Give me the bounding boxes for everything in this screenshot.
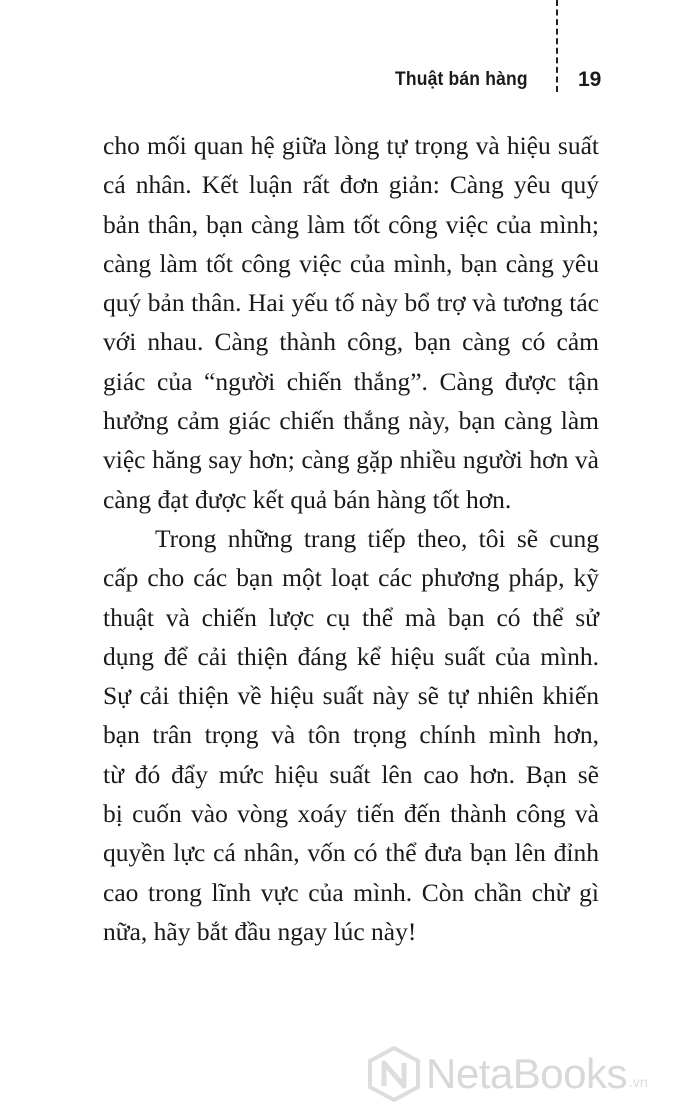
text-line: từ đó đẩy mức hiệu suất lên cao hơn. Bạn sẽ — [103, 759, 599, 789]
text-line: càng đạt được kết quả bán hàng tốt hơn. — [103, 484, 512, 514]
watermark — [368, 1044, 648, 1104]
text-line: thuật và chiến lược cụ thể mà bạn có thể sử — [103, 602, 599, 632]
text-line: bạn trân trọng và tôn trọng chính mình hơn, — [103, 720, 599, 750]
text-line: hưởng cảm giác chiến thắng này, bạn càng làm — [103, 406, 599, 436]
netabooks-logo-icon — [368, 1046, 420, 1102]
text-line: nữa, hãy bắt đầu ngay lúc này! — [103, 916, 417, 946]
running-head — [395, 62, 539, 98]
text-line: cá nhân. Kết luận rất đơn giản: Càng yêu quý — [103, 170, 599, 200]
body-text — [103, 126, 599, 951]
margin-dotted-rule — [556, 0, 558, 92]
text-line: Trong những trang tiếp theo, tôi sẽ cung — [155, 523, 599, 553]
paragraph-2 — [103, 519, 599, 951]
watermark-text: NetaBooks — [426, 1050, 627, 1097]
text-line: cho mối quan hệ giữa lòng tự trọng và hiệu suất — [103, 131, 599, 160]
text-line: quý bản thân. Hai yếu tố này bổ trợ và tương tác — [103, 288, 599, 318]
text-line: cấp cho các bạn một loạt các phương pháp, kỹ — [103, 563, 599, 593]
paragraph-1 — [103, 126, 599, 519]
text-line: Sự cải thiện về hiệu suất này sẽ tự nhiên khiến — [103, 681, 599, 711]
text-line: cao trong lĩnh vực của mình. Còn chần chừ gì — [103, 877, 599, 907]
text-line: càng làm tốt công việc của mình, bạn càng yêu — [103, 248, 599, 278]
text-line: dụng để cải thiện đáng kể hiệu suất của mình. — [103, 641, 599, 671]
watermark-suffix: .vn — [628, 1074, 648, 1090]
page-number: 19 — [578, 68, 602, 91]
text-line: với nhau. Càng thành công, bạn càng có cảm — [103, 327, 599, 357]
text-line: giác của “người chiến thắng”. Càng được tận — [103, 366, 599, 396]
text-line: bị cuốn vào vòng xoáy tiến đến thành công và — [103, 799, 599, 829]
text-line: việc hăng say hơn; càng gặp nhiều người hơn và — [103, 445, 599, 475]
text-line: quyền lực cá nhân, vốn có thể đưa bạn lên đỉnh — [103, 838, 599, 868]
text-line: bản thân, bạn càng làm tốt công việc của mình; — [103, 209, 599, 239]
running-title: Thuật bán hàng — [395, 69, 528, 90]
